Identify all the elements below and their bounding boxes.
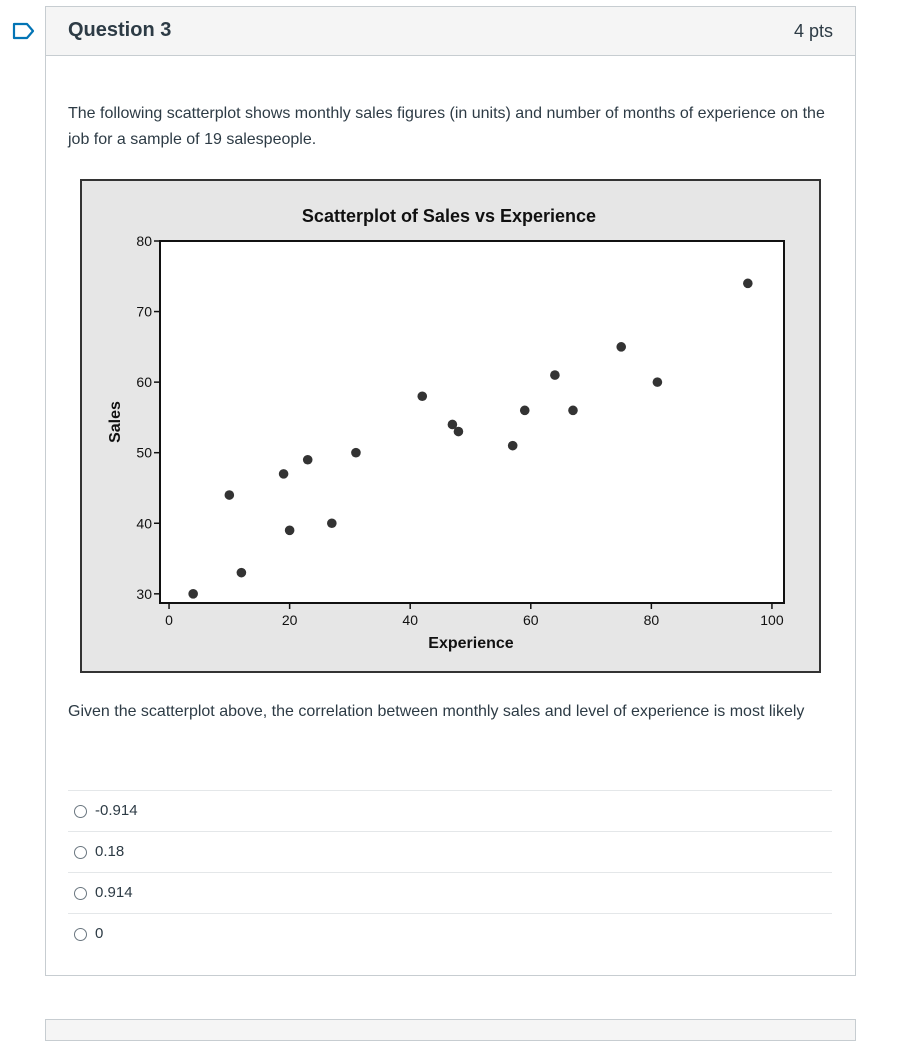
x-tick-label: 100 <box>760 612 784 628</box>
data-point <box>454 427 464 437</box>
data-point <box>616 342 626 352</box>
bookmark-flag-icon[interactable] <box>12 22 36 40</box>
y-tick-label: 50 <box>136 444 152 461</box>
question-header <box>46 7 855 56</box>
answer-label: 0.18 <box>95 843 125 860</box>
scatterplot-figure <box>80 179 821 673</box>
data-point <box>188 589 198 599</box>
answer-option[interactable] <box>68 831 832 872</box>
question-card <box>45 6 856 976</box>
radio-button[interactable] <box>74 887 87 900</box>
y-tick-label: 40 <box>136 515 152 532</box>
answer-list <box>68 790 832 954</box>
data-point <box>225 490 235 500</box>
data-point <box>351 448 361 458</box>
answer-option[interactable] <box>68 913 832 954</box>
data-point <box>303 455 313 465</box>
radio-button[interactable] <box>74 928 87 941</box>
scatterplot-chart <box>82 181 819 671</box>
x-tick-label: 60 <box>522 612 539 628</box>
data-point <box>237 568 247 578</box>
x-tick-label: 80 <box>643 612 660 628</box>
chart-title: Scatterplot of Sales vs Experience <box>301 206 597 226</box>
answer-label: 0.914 <box>95 884 133 901</box>
radio-button[interactable] <box>74 846 87 859</box>
radio-button[interactable] <box>74 805 87 818</box>
data-point <box>568 406 578 416</box>
y-axis-label: Sales <box>107 401 124 443</box>
answer-option[interactable] <box>68 790 832 831</box>
next-question-card <box>45 1019 856 1041</box>
y-tick-label: 80 <box>136 233 152 249</box>
data-point <box>285 526 295 536</box>
data-point <box>653 377 663 387</box>
question-intro: The following scatterplot shows monthly sales figures (in units) and number of months of experience on the job for a sample of 19 salespeople. <box>68 105 825 148</box>
x-tick-label: 0 <box>165 612 173 628</box>
x-axis-label: Experience <box>428 635 514 652</box>
data-point <box>417 391 427 401</box>
answer-label: 0 <box>95 925 104 942</box>
data-point <box>520 406 530 416</box>
y-tick-label: 70 <box>136 303 152 320</box>
question-points: 4 pts <box>793 21 833 41</box>
answer-option[interactable] <box>68 872 832 913</box>
y-tick-label: 30 <box>136 585 152 602</box>
y-tick-label: 60 <box>136 374 152 391</box>
question-prompt: Given the scatterplot above, the correlation between monthly sales and level of experience is most likely <box>68 703 805 720</box>
data-point <box>327 518 337 528</box>
data-point <box>279 469 289 479</box>
x-tick-label: 20 <box>281 612 298 628</box>
data-point <box>743 279 753 289</box>
x-tick-label: 40 <box>402 612 418 628</box>
data-point <box>550 370 560 380</box>
data-point <box>508 441 518 451</box>
plot-area <box>160 241 784 603</box>
question-title: Question 3 <box>68 19 172 41</box>
answer-label: -0.914 <box>95 802 138 819</box>
